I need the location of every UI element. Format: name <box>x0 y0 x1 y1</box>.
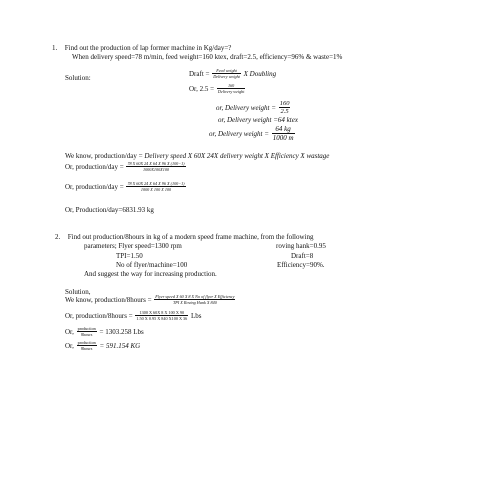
q1-draft-equation: Draft = $\frac{\text{Feed weight}}{\text{Delivery weight}}$ X Doubling <box>189 68 277 79</box>
q1-title: Find out the production of lap former machine in Kg/day=? <box>64 44 232 52</box>
q1-result: Or, Production/day=6831.93 kg <box>65 206 154 214</box>
q2-flyers: No of flyer/machine=100 <box>116 261 188 269</box>
q2-tpi: TPI=1.50 <box>116 252 143 260</box>
q2-know-equation: We know, production/8hours = $\frac{\text{Flyer speed X 60 X 8 X No of flyer X Efficiency}}{\text{TPI X Roving Hank X 840}}$ <box>65 294 235 305</box>
q2-heading <box>55 233 313 241</box>
q1-given: When delivery speed=78 m/min, feed weight=160 ktex, draft=2.5, efficiency=96% & waste=1% <box>72 53 343 61</box>
q2-suggest: And suggest the way for increasing production. <box>84 270 217 278</box>
q2-solution-label: Solution, <box>65 288 91 296</box>
q1-know-formula: We know, production/day = Delivery speed X 60X 24X delivery weight X Efficiency X wastage <box>65 152 330 160</box>
q2-number: 2. <box>55 233 61 241</box>
q2-params-label: parameters; Flyer speed=1300 rpm <box>84 242 182 250</box>
q2-efficiency: Efficiency=90%. <box>277 261 325 269</box>
q1-or4-equation: or, Delivery weight = $\frac{64 kg}{1000 m}$ <box>209 125 294 142</box>
q2-or1-equation: Or, production/8hours = $\frac{1300 X 60X 8 X 100 X 90}{1.50 X 0.95 X 840 X100 X 36}$ Lbs <box>65 310 202 321</box>
q1-solution-label: Solution: <box>65 74 91 82</box>
q2-draft: Draft=8 <box>291 252 314 260</box>
q2-title: Find out production/8hours in kg of a modern speed frame machine, from the following <box>67 233 314 241</box>
q1-or6-equation: Or, production/day = $\frac{78 X 60X 24 X 64 X 96 X (100-1)}{1000 X 100 X 100}$ <box>65 181 185 192</box>
q1-or2-equation: or, Delivery weight = $\frac{160}{2.5}$ <box>216 100 290 115</box>
q1-heading <box>52 44 231 52</box>
q2-roving: roving hank=0.95 <box>276 242 326 250</box>
q1-number: 1. <box>52 44 58 52</box>
q2-or2-equation: Or, $\frac{\text{production}}{\text{8hours}}$ = 1303.258 Lbs <box>65 326 144 337</box>
q1-or1-equation: Or, 2.5 = $\frac{160}{\text{Delivery weight}}$ <box>189 83 245 94</box>
q1-draft-fraction: $\frac{\text{Feed weight}}{\text{Delivery weight}}$ <box>213 68 240 79</box>
q1-or3-equation: or, Delivery weight =64 ktex <box>218 116 298 124</box>
q1-or5-equation: Or, production/day = $\frac{78 X 60X 24 X 64 X 96 X (100-1)}{1000X100X100}$ <box>65 161 185 172</box>
q2-or3-equation: Or, $\frac{\text{production}}{\text{8hours}}$ = 591.154 KG <box>65 340 141 351</box>
